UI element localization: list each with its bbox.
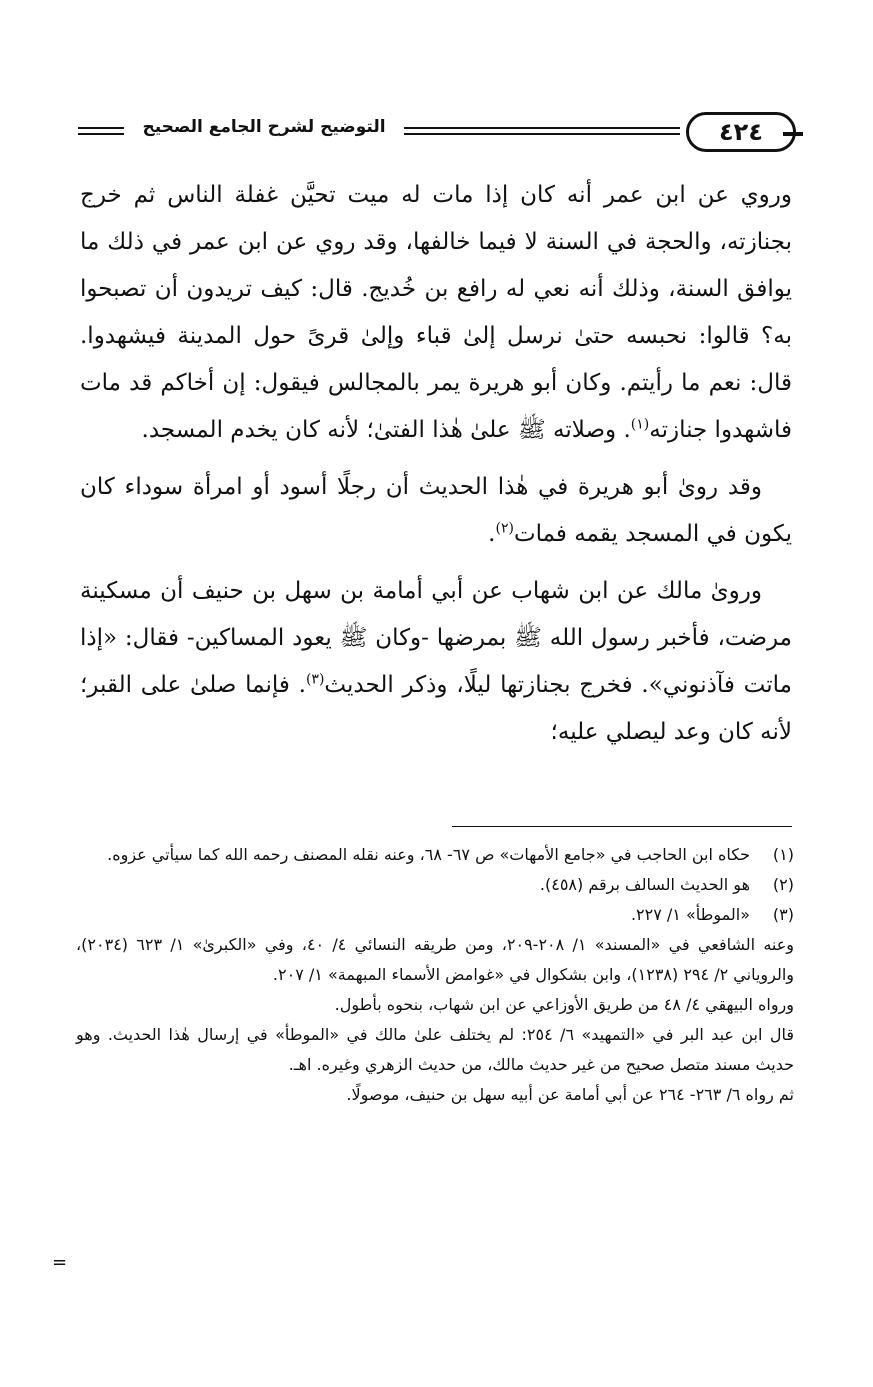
footnote-separator [452,826,792,827]
footnote-1-text: حكاه ابن الحاجب في «جامع الأمهات» ص ٦٧- ٦٨، وعنه نقله المصنف رحمه الله كما سيأتي عزوه. [107,845,750,864]
margin-mark: = [52,1252,68,1273]
paragraph-3-end: . فإنما صلىٰ على القبر؛ لأنه كان وعد ليصلي عليه؛ [80,672,792,745]
paragraph-3 [80,568,792,756]
footnote-3 [76,900,794,930]
footnote-3-line-2: ورواه البيهقي ٤/ ٤٨ من طريق الأوزاعي عن ابن شهاب، بنحوه بأطول. [334,995,794,1014]
paragraph-2 [80,464,792,558]
footnotes [76,840,794,1110]
footnote-3-text: «الموطأ» ١/ ٢٢٧. [630,905,750,924]
paragraph-1 [80,172,792,454]
footnote-3-number: (٣) [772,905,794,924]
paragraph-1-text: وروي عن ابن عمر أنه كان إذا مات له ميت تحيَّن غفلة الناس ثم خرج بجنازته، والحجة في السنة لا فيما خالفها، وقد روي عن ابن عمر في ذلك ما يوافق السنة، وذلك أنه نعي له رافع بن خُديج. قال: كيف تريدون أن تصبحوا به؟ قالوا: نحبسه حتىٰ نرسل إلىٰ قباء وإلىٰ قرىً حول المدينة فيشهدوا. قال: نعم ما رأيتم. وكان أبو هريرة يمر بالمجالس فيقول: إن أخاكم قد مات فاشهدوا جنازته [80,182,792,443]
footnote-1-number: (١) [772,845,794,864]
footnote-2 [76,870,794,900]
footnote-1 [76,840,794,870]
book-title: التوضيح لشرح الجامع الصحيح [142,117,386,137]
footnote-3-line-4: ثم رواه ٦/ ٢٦٣- ٢٦٤ عن أبي أمامة عن أبيه سهل بن حنيف، موصولًا. [346,1085,794,1104]
footnote-ref-1: (١) [630,416,650,433]
paragraph-2-end: . [488,521,496,547]
running-header [78,112,794,156]
footnote-3-line-3: قال ابن عبد البر في «التمهيد» ٦/ ٢٥٤: لم يختلف علىٰ مالك في «الموطأ» في إرسال هٰذا الحديث. وهو حديث مسند متصل صحيح من غير حديث مالك، من حديث الزهري وغيره. اهـ. [76,1025,794,1074]
header-rule-right [404,127,680,135]
footnote-ref-3: (٣) [305,671,325,688]
footnote-3-continuation [76,930,794,1110]
paragraph-2-text: وقد روىٰ أبو هريرة في هٰذا الحديث أن رجلًا أسود أو امرأة سوداء كان يكون في المسجد يقمه فمات [80,474,792,547]
footnote-ref-2: (٢) [495,520,514,537]
footnote-2-number: (٢) [772,875,794,894]
main-text [80,172,792,766]
footnote-3-line-1: وعنه الشافعي في «المسند» ١/ ٢٠٨-٢٠٩، ومن طريقه النسائي ٤/ ٤٠، وفي «الكبرىٰ» ١/ ٦٢٣ (٢٠٣٤)، والروياني ٢/ ٢٩٤ (١٢٣٨)، وابن بشكوال في «غوامض الأسماء المبهمة» ١/ ٢٠٧. [76,935,795,984]
header-rule-left [78,127,124,135]
paragraph-3-text: وروىٰ مالك عن ابن شهاب عن أبي أمامة بن سهل بن حنيف أن مسكينة مرضت، فأخبر رسول الله ﷺ بمرضها -وكان ﷺ يعود المساكين- فقال: «إذا ماتت فآذنوني». فخرج بجنازتها ليلًا، وذكر الحديث [80,578,792,698]
paragraph-1-end: . وصلاته ﷺ علىٰ هٰذا الفتىٰ؛ لأنه كان يخدم المسجد. [141,417,631,443]
page-number: ٤٢٤ [686,112,796,152]
footnote-2-text: هو الحديث السالف برقم (٤٥٨). [539,875,750,894]
